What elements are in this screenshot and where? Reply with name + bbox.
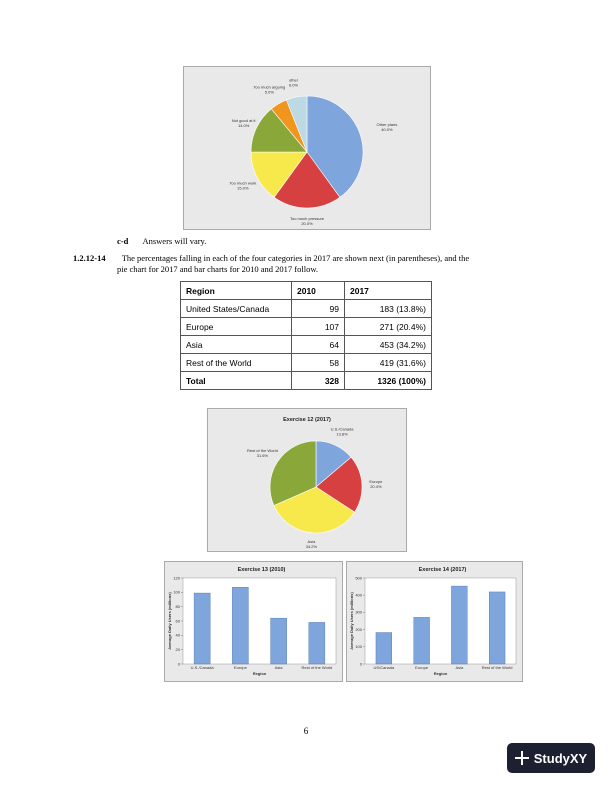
exercise-label: 1.2.12-14 [73, 253, 106, 263]
pie-label-rest-of-the-world: Rest of the World 31.6% [246, 448, 278, 459]
table-row [181, 354, 432, 372]
bar-europe [414, 617, 430, 664]
y-axis-label: Average Daily Users (millions) [167, 592, 172, 650]
x-axis-label: Region [252, 671, 267, 676]
pie-chart-2 [208, 409, 406, 551]
table-cell: 453 (34.2%) [345, 336, 432, 354]
y-tick-label: 40 [175, 632, 180, 638]
chart-title: Exercise 12 (2017) [283, 417, 331, 423]
header-2010: 2010 [292, 282, 345, 300]
table-cell: 64 [292, 336, 345, 354]
table-cell: 271 (20.4%) [345, 318, 432, 336]
header-2017: 2017 [345, 282, 432, 300]
table-cell: 183 (13.8%) [345, 300, 432, 318]
x-tick-label: Europe [415, 665, 429, 670]
figure-2 [207, 408, 407, 552]
pie-label-asia: Asia 34.2% [305, 538, 318, 549]
bar-chart-2010 [165, 562, 342, 681]
answer-line [117, 236, 206, 247]
brand-name: StudyXY [533, 750, 588, 766]
x-tick-label: Rest of the World [481, 665, 513, 670]
exercise-line-1: The percentages falling in each of the four categories in 2017 are shown next (in parentheses), and the [121, 253, 470, 263]
exercise-line-2: pie chart for 2017 and bar charts for 2010 and 2017 follow. [117, 264, 319, 274]
header-region: Region [181, 282, 292, 300]
table-cell: 99 [292, 300, 345, 318]
y-tick-label: 500 [355, 575, 362, 581]
plus-icon [515, 751, 529, 765]
y-tick-label: 60 [175, 618, 180, 624]
table-cell: United States/Canada [181, 300, 292, 318]
region-table [180, 281, 432, 390]
page-number: 6 [303, 726, 309, 736]
bar-rest-of-the-world [309, 622, 325, 664]
exercise-paragraph [73, 253, 553, 264]
pie-label-too-much-arguing: Too much arguing 5.0% [253, 84, 286, 95]
bar-rest-of-the-world [489, 592, 505, 664]
figure-1 [183, 66, 431, 230]
x-tick-label: Europe [233, 665, 247, 670]
y-tick-label: 100 [355, 644, 362, 650]
table-row [181, 336, 432, 354]
y-tick-label: 200 [355, 626, 362, 632]
table-cell: 107 [292, 318, 345, 336]
table-row [181, 318, 432, 336]
y-tick-label: 100 [173, 589, 180, 595]
y-tick-label: 120 [173, 575, 180, 581]
figure-4 [346, 561, 523, 682]
table-cell: 328 [292, 372, 345, 390]
table-header-row [181, 282, 432, 300]
pie-label-europe: Europe 20.4% [369, 479, 383, 490]
pie-label-u-s-canada: U.S./Canada 13.8% [330, 426, 354, 437]
pie-label-too-much-work: Too much work 15.0% [229, 180, 257, 191]
x-axis-label: Region [433, 671, 448, 676]
table-cell: 419 (31.6%) [345, 354, 432, 372]
table-cell: Rest of the World [181, 354, 292, 372]
answer-text: Answers will vary. [142, 236, 207, 246]
table-cell: Total [181, 372, 292, 390]
x-tick-label: US/Canada [373, 665, 395, 670]
y-tick-label: 80 [175, 603, 180, 609]
pie-label-not-good-at-it: Not good at it 14.0% [231, 118, 256, 129]
pie-label-other-plans: Other plans 40.0% [376, 122, 398, 133]
table-cell: Europe [181, 318, 292, 336]
y-tick-label: 400 [355, 592, 362, 598]
y-tick-label: 0 [359, 661, 362, 667]
y-tick-label: 20 [175, 646, 180, 652]
y-axis-label: Average Daily Users (millions) [349, 592, 354, 650]
table-cell: 1326 (100%) [345, 372, 432, 390]
table-cell: Asia [181, 336, 292, 354]
brand-badge[interactable] [507, 743, 595, 773]
table-total-row [181, 372, 432, 390]
table-cell: 58 [292, 354, 345, 372]
x-tick-label: Asia [274, 665, 283, 670]
bar-europe [232, 587, 248, 664]
bar-us-canada [376, 633, 392, 664]
table-row [181, 300, 432, 318]
y-tick-label: 300 [355, 609, 362, 615]
bar-asia [451, 586, 467, 664]
pie-label-other: other 6.0% [288, 77, 299, 88]
bar-u-s-canada [194, 593, 210, 664]
y-tick-label: 0 [177, 661, 180, 667]
pie-label-too-much-pressure: Too much pressure 20.0% [289, 216, 325, 226]
x-tick-label: Asia [455, 665, 464, 670]
bar-asia [271, 618, 287, 664]
figure-3 [164, 561, 343, 682]
chart-title: Exercise 14 (2017) [418, 567, 467, 573]
pie-chart-1 [184, 67, 430, 229]
x-tick-label: U.S./Canada [190, 665, 214, 670]
chart-title: Exercise 13 (2010) [237, 567, 286, 573]
answer-label: c-d [117, 236, 129, 246]
bar-chart-2017 [347, 562, 522, 681]
x-tick-label: Rest of the World [301, 665, 333, 670]
